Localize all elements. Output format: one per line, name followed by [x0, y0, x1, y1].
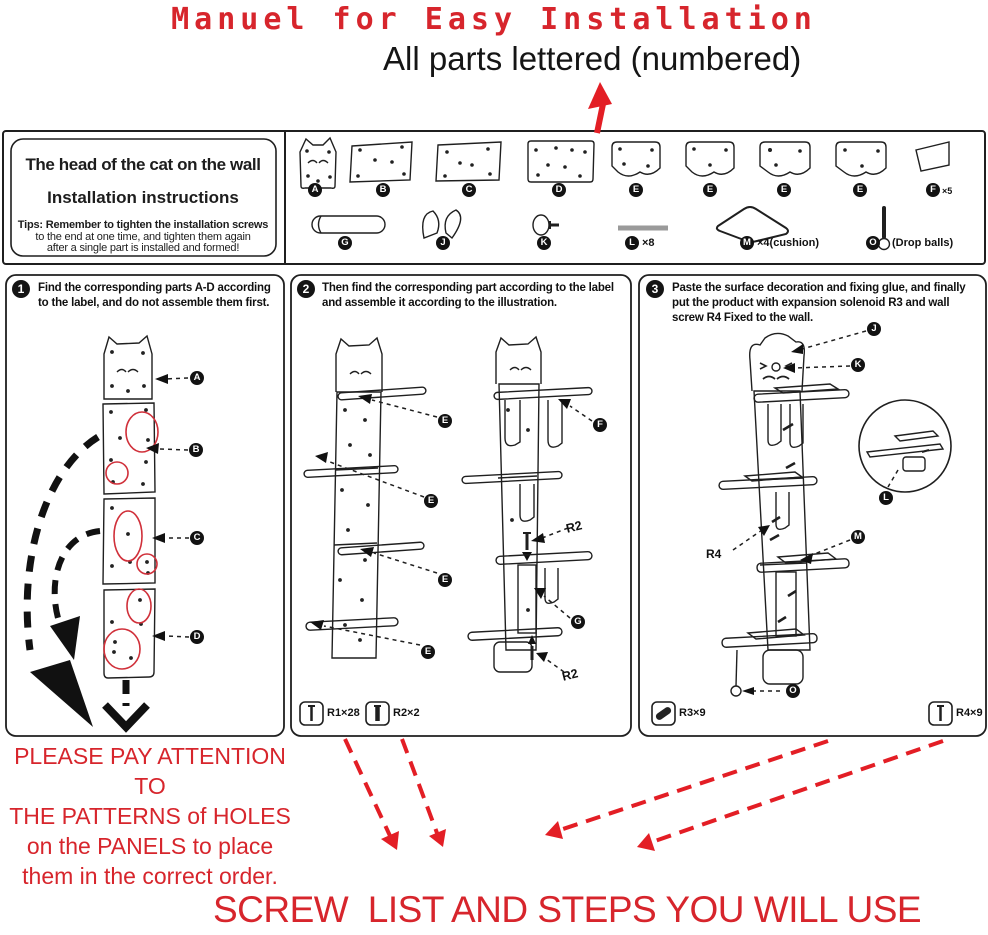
step3-label-j: J	[867, 322, 881, 336]
info-box-subtitle: Installation instructions	[47, 188, 239, 207]
part-badge-e-4: E	[853, 183, 867, 197]
tips-line-3: after a single part is installed and formed!	[46, 242, 240, 254]
part-shape-a	[300, 138, 336, 188]
part-badge-e-3: E	[777, 183, 791, 197]
part-shape-e3	[760, 142, 810, 176]
step2-label-e3: E	[438, 573, 452, 587]
arrow-up-icon	[588, 82, 612, 133]
step3-label-m: M	[851, 530, 865, 544]
part-shape-g	[312, 216, 385, 233]
attention-line-2: THE PATTERNS of HOLES	[9, 803, 291, 829]
page-subtitle: All parts lettered (numbered)	[383, 40, 802, 77]
step3-diagram	[719, 331, 951, 696]
part-badge-e-2: E	[703, 183, 717, 197]
part-badge-a: A	[308, 183, 322, 197]
part-qty-l: ×8	[642, 237, 655, 249]
step2-label-e2: E	[424, 494, 438, 508]
screw-label-r2: R2×2	[393, 707, 420, 719]
part-shape-o	[879, 208, 890, 250]
part-qty-f: ×5	[942, 186, 953, 196]
part-badge-b: B	[376, 183, 390, 197]
part-shape-e1	[612, 142, 660, 176]
step-1-number: 1	[12, 280, 30, 298]
step2-label-r2-top: R2	[564, 518, 584, 536]
step1-label-b: B	[189, 443, 203, 457]
step3-label-k: K	[851, 358, 865, 372]
attention-line-3: on the PANELS to place	[26, 833, 274, 859]
step-box-frames	[6, 275, 986, 736]
part-badge-o: O	[866, 236, 880, 250]
part-badge-g: G	[338, 236, 352, 250]
attention-line-1: PLEASE PAY ATTENTION TO	[14, 743, 286, 799]
step-2-text: Then find the corresponding part according to the label and assemble it according to the illustration.	[322, 282, 614, 309]
tips-line-2: to the end at one time, and tighten them again	[35, 231, 251, 243]
step3-label-l: L	[879, 491, 893, 505]
part-badge-l: L	[625, 236, 639, 250]
part-badge-m: M	[740, 236, 754, 250]
screw-label-r1: R1×28	[327, 707, 360, 719]
part-badge-j: J	[436, 236, 450, 250]
part-badge-k: K	[537, 236, 551, 250]
part-shape-b	[350, 142, 412, 182]
tips-line-1: Tips: Remember to tighten the installation screws	[17, 219, 269, 231]
attention-line-4: them in the correct order.	[22, 863, 278, 889]
screw-label-r3: R3×9	[679, 707, 706, 719]
step2-label-g: G	[571, 615, 585, 629]
step2-label-r2-bottom: R2	[560, 666, 580, 684]
step1-label-d: D	[190, 630, 204, 644]
part-shape-e4	[836, 142, 886, 176]
red-dashed-arrows	[345, 739, 943, 842]
screw-label-r4: R4×9	[956, 707, 983, 719]
part-shape-f	[916, 142, 949, 171]
step1-label-c: C	[190, 531, 204, 545]
part-shape-l	[618, 226, 668, 231]
step1-label-a: A	[190, 371, 204, 385]
step-3-number: 3	[646, 280, 664, 298]
part-shape-j	[423, 210, 461, 238]
info-box-title: The head of the cat on the wall	[25, 155, 261, 174]
part-badge-e-1: E	[629, 183, 643, 197]
page-title: Manuel for Easy Installation	[171, 2, 817, 37]
part-qty-o: (Drop balls)	[892, 237, 954, 249]
part-qty-m: ×4(cushion)	[757, 237, 820, 249]
part-badge-d: D	[552, 183, 566, 197]
part-shape-k	[533, 215, 559, 235]
part-shape-d	[528, 141, 594, 182]
step3-label-o: O	[786, 684, 800, 698]
step1-diagram	[27, 336, 189, 727]
step-2-number: 2	[297, 280, 315, 298]
part-shape-e2	[686, 142, 734, 176]
part-badge-f: F	[926, 183, 940, 197]
step-3-text: Paste the surface decoration and fixing glue, and finally put the product with expansion solenoid R3 and wall screw R4 Fixed to the wall.	[672, 282, 966, 324]
part-badge-c: C	[462, 183, 476, 197]
footer-title: SCREW LIST AND STEPS YOU WILL USE	[213, 889, 922, 930]
step2-label-f: F	[593, 418, 607, 432]
step2-left-tree	[304, 338, 437, 658]
step2-label-e1: E	[438, 414, 452, 428]
attention-note	[8, 741, 292, 891]
step2-label-e4: E	[421, 645, 435, 659]
step3-label-r4: R4	[706, 547, 722, 561]
part-shape-c	[436, 142, 501, 181]
step-1-text: Find the corresponding parts A-D according to the label, and do not assemble them first.	[38, 282, 271, 309]
